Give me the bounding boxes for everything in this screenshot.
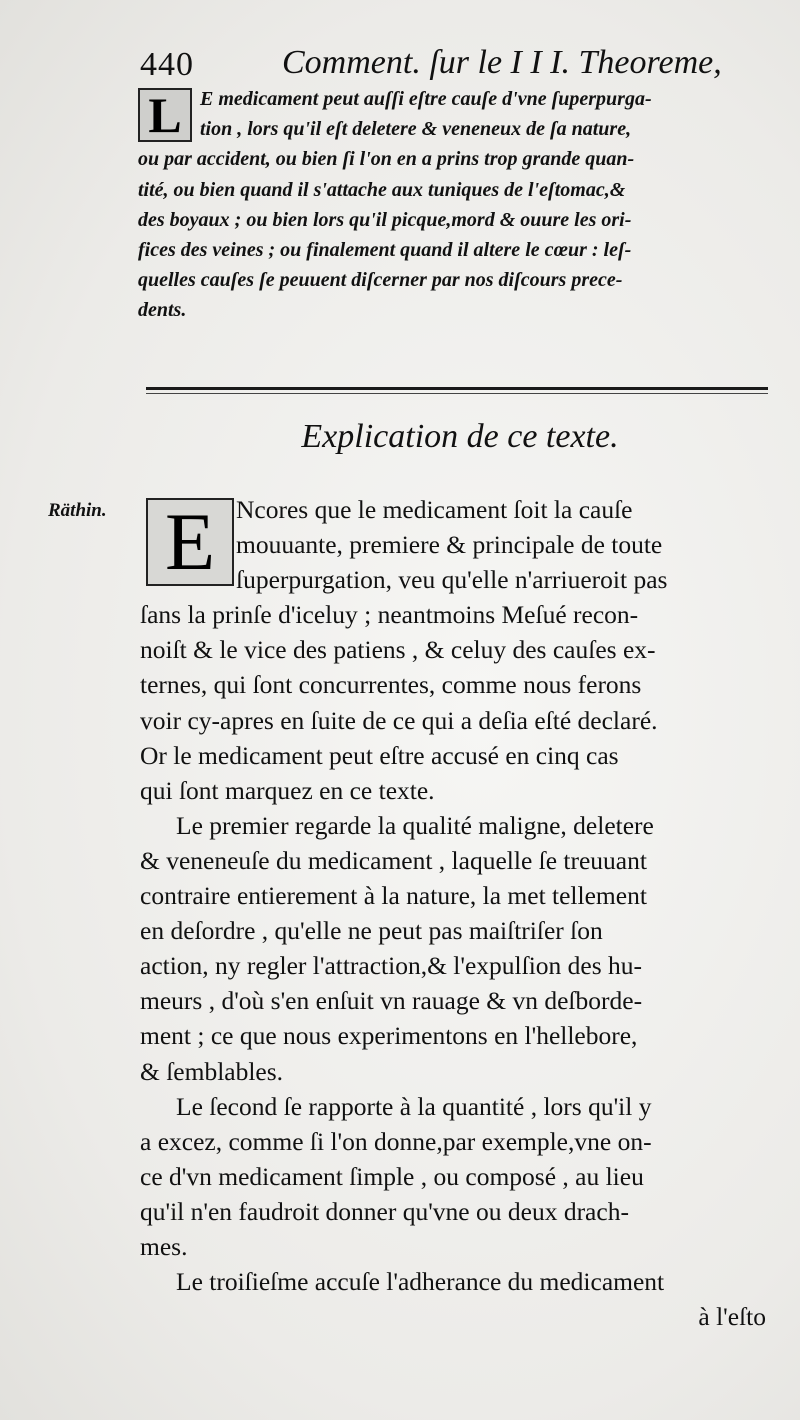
text-line: quelles cauſes ſe peuuent diſcerner par nos diſcours prece- [138, 269, 623, 292]
margin-note: Räthin. [48, 500, 107, 521]
text-line: ou par accident, ou bien ſi l'on en a prins trop grande quan- [138, 148, 635, 171]
text-line: en deſordre , qu'elle ne peut pas maiſtriſer ſon [140, 916, 603, 946]
explication-body [140, 492, 780, 1334]
text-line: mouuante, premiere & principale de toute [236, 530, 663, 560]
text-line: contraire entierement à la nature, la met tellement [140, 881, 647, 911]
running-title: Comment. ſur le I I I. Theoreme, [282, 44, 722, 81]
text-line: fices des veines ; ou finalement quand il altere le cœur : leſ- [138, 238, 632, 261]
text-line: Le premier regarde la qualité maligne, deletere [176, 810, 654, 840]
commentary-paragraph [138, 84, 770, 326]
text-line: tité, ou bien quand il s'attache aux tuniques de l'eſtomac,& [138, 178, 626, 201]
text-line: & ſemblables. [140, 1056, 284, 1086]
text-line: ternes, qui ſont concurrentes, comme nous ferons [140, 670, 642, 700]
catchword: à l'eſto [698, 1302, 766, 1332]
text-line: ce d'vn medicament ſimple , ou composé , au lieu [140, 1161, 644, 1191]
text-line: tion , lors qu'il eſt deletere & veneneux de ſa nature, [200, 118, 632, 141]
ornamental-initial: L [138, 88, 192, 142]
text-line: Le ſecond ſe rapporte à la quantité , lors qu'il y [176, 1091, 652, 1121]
text-line: ſuperpurgation, veu qu'elle n'arriueroit pas [236, 565, 668, 595]
text-line: noiſt & le vice des patiens , & celuy des cauſes ex- [140, 635, 656, 665]
text-line: E medicament peut auſſi eſtre cauſe d'vne ſuperpurga- [200, 88, 652, 110]
text-line: qui ſont marquez en ce texte. [140, 775, 435, 805]
text-line: Le troiſieſme accuſe l'adherance du medicament [176, 1267, 665, 1297]
section-divider [146, 387, 768, 390]
text-line: ment ; ce que nous experimentons en l'hellebore, [140, 1021, 638, 1051]
text-line: mes. [140, 1231, 188, 1261]
text-line: ſans la prinſe d'iceluy ; neantmoins Meſué recon- [140, 600, 639, 630]
text-line: & veneneuſe du medicament , laquelle ſe treuuant [140, 845, 647, 875]
text-line: des boyaux ; ou bien lors qu'il picque,mord & ouure les ori- [138, 208, 632, 231]
section-title: Explication de ce texte. [301, 418, 619, 455]
section-divider-thin [146, 393, 768, 394]
page-number: 440 [140, 46, 194, 83]
ornamental-initial: E [146, 498, 234, 586]
text-line: a excez, comme ſi l'on donne,par exemple,vne on- [140, 1126, 652, 1156]
text-line: dents. [138, 299, 187, 322]
text-line: qu'il n'en faudroit donner qu'vne ou deux drach- [140, 1196, 629, 1226]
text-line: action, ny regler l'attraction,& l'expulſion des hu- [140, 951, 643, 981]
text-line: meurs , d'où s'en enſuit vn rauage & vn deſborde- [140, 986, 643, 1016]
text-line: Or le medicament peut eſtre accusé en cinq cas [140, 740, 619, 770]
text-line: voir cy-apres en ſuite de ce qui a deſia eſté declaré. [140, 705, 658, 735]
text-line: Ncores que le medicament ſoit la cauſe [236, 495, 633, 524]
